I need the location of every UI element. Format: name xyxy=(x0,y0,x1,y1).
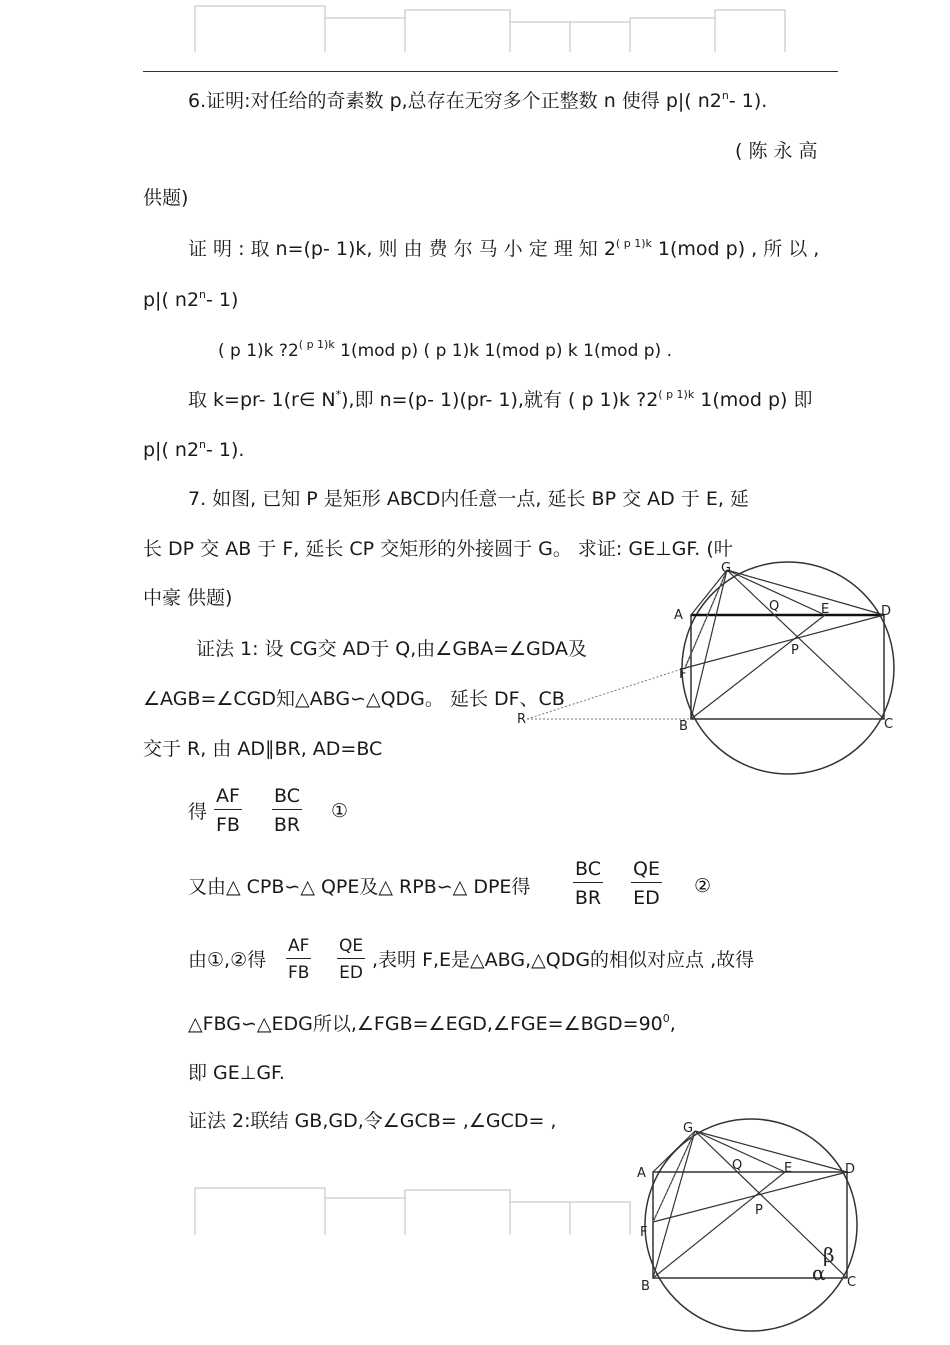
p6-source-b: 供题) xyxy=(143,187,189,209)
header-decoration xyxy=(0,0,950,80)
fig2-label-f: F xyxy=(640,1225,648,1240)
header-rule xyxy=(143,71,838,72)
p7-conclusion2: 即 GE⊥GF. xyxy=(188,1062,285,1084)
fig1-label-r: R xyxy=(517,712,527,727)
fig1-rectangle xyxy=(691,615,884,719)
fig2-label-e: E xyxy=(784,1161,793,1176)
eq1-fraction-af-fb: $\frac{AF}{FB}$ xyxy=(215,785,240,836)
eq1-prefix: 得 xyxy=(188,801,208,823)
p7-method1-line1: 证法 1: 设 CG交 AD于 Q,由∠GBA=∠GDA及 xyxy=(196,638,588,660)
p7-conclusion1: △FBG∽△EDG所以$,\angle FGB=\angle EGD,\angle FGE=\angle BGD=90^0$, xyxy=(188,1012,676,1035)
eq2-fraction-bc-br: $\frac{BC}{BR}$ xyxy=(574,858,602,909)
fig1-label-a: A xyxy=(674,608,683,623)
eq1-mark: ① xyxy=(331,800,349,822)
figure-2 xyxy=(625,1110,865,1340)
p7-line2: 长 DP 交 AB 于 F, 延长 CP 交矩形的外接圆于 G。 求证: GE⊥GF. (叶 xyxy=(143,538,733,560)
fig2-segment-fd xyxy=(653,1172,847,1222)
p6-statement: 6.证明:对任给的奇素数 p,总存在无穷多个正整数 n 使得 p|( n2$^n$- 1). xyxy=(188,89,768,112)
fig1-label-f: F xyxy=(679,667,687,682)
p6-source-a: ( 陈 永 高 xyxy=(735,140,818,162)
p6-proof-line3: ( p 1)k $?2^{( p 1)k}$ 1(mod p) ( p 1)k 1(mod p) k 1(mod p) . xyxy=(218,338,672,361)
fig2-label-p: P xyxy=(755,1203,763,1218)
fig2-label-b: B xyxy=(641,1279,650,1294)
p6-proof-line1: 证 明 : 取 n=(p- 1)k, 则 由 费 尔 马 小 定 理 知 $2^{( p 1)k}$ 1(mod p) , 所 以 , xyxy=(188,237,820,260)
p7-method2-line1: 证法 2:联结 GB,GD,令∠GCB= ,∠GCD= , xyxy=(188,1110,557,1132)
footer-decoration xyxy=(0,1180,640,1240)
p7-method1-line2: ∠AGB=∠CGD知△ABG∽△QDG。 延长 DF、CB xyxy=(143,688,565,710)
eq2-fraction-qe-ed: $\frac{QE}{ED}$ xyxy=(633,858,660,909)
eq3-fraction-af-fb: $\frac{AF}{FB}$ xyxy=(287,936,310,983)
p7-method1-line3: 交于 R, 由 AD∥BR, AD=BC xyxy=(143,738,383,760)
eq2-text: 又由△ CPB∽△ QPE及△ RPB∽△ DPE得 xyxy=(188,876,531,898)
figure-1 xyxy=(500,555,910,785)
fig1-label-c: C xyxy=(884,717,894,732)
eq1-fraction-bc-br: $\frac{BC}{BR}$ xyxy=(273,785,301,836)
fig1-circumcircle xyxy=(682,562,894,774)
fig1-segment-be xyxy=(691,615,825,719)
fig1-segment-fd xyxy=(685,615,884,668)
p7-line1: 7. 如图, 已知 P 是矩形 ABCD内任意一点, 延长 BP 交 AD 于 E, 延 xyxy=(188,488,749,510)
fig2-label-a: A xyxy=(637,1166,646,1181)
eq2-mark: ② xyxy=(694,875,712,897)
fig1-label-d: D xyxy=(881,604,892,619)
p6-proof-line5: p|( n2$^n$- 1). xyxy=(143,438,245,461)
fig1-label-g: G xyxy=(721,561,732,576)
fig1-label-b: B xyxy=(679,719,688,734)
fig2-label-d: D xyxy=(845,1162,856,1177)
fig2-label-q: Q xyxy=(732,1158,743,1173)
eq3-prefix: 由①,②得 xyxy=(188,949,267,971)
fig2-label-alpha: α xyxy=(812,1261,826,1285)
eq3-fraction-qe-ed: $\frac{QE}{ED}$ xyxy=(339,936,364,983)
fig1-label-p: P xyxy=(791,643,799,658)
eq3-suffix: ,表明 F,E是△ABG,△QDG的相似对应点 ,故得 xyxy=(372,949,755,971)
p6-proof-line4: 取 k=pr- 1(r∈ N*),即 n=(p- 1)(pr- 1),就有 ( p 1)k $?2^{( p 1)k}$ 1(mod p) 即 xyxy=(188,388,813,411)
p7-line3: 中豪 供题) xyxy=(143,587,233,609)
fig2-circumcircle xyxy=(645,1119,857,1331)
fig1-label-q: Q xyxy=(769,599,780,614)
fig2-segment-be xyxy=(653,1172,785,1278)
fig2-label-beta: β xyxy=(823,1243,835,1267)
fig1-segment-rf xyxy=(527,668,685,719)
fig2-label-g: G xyxy=(683,1121,694,1136)
fig2-label-c: C xyxy=(847,1275,857,1290)
p6-proof-line2: p|( n2$^n$- 1) xyxy=(143,288,239,311)
fig1-label-e: E xyxy=(821,602,830,617)
